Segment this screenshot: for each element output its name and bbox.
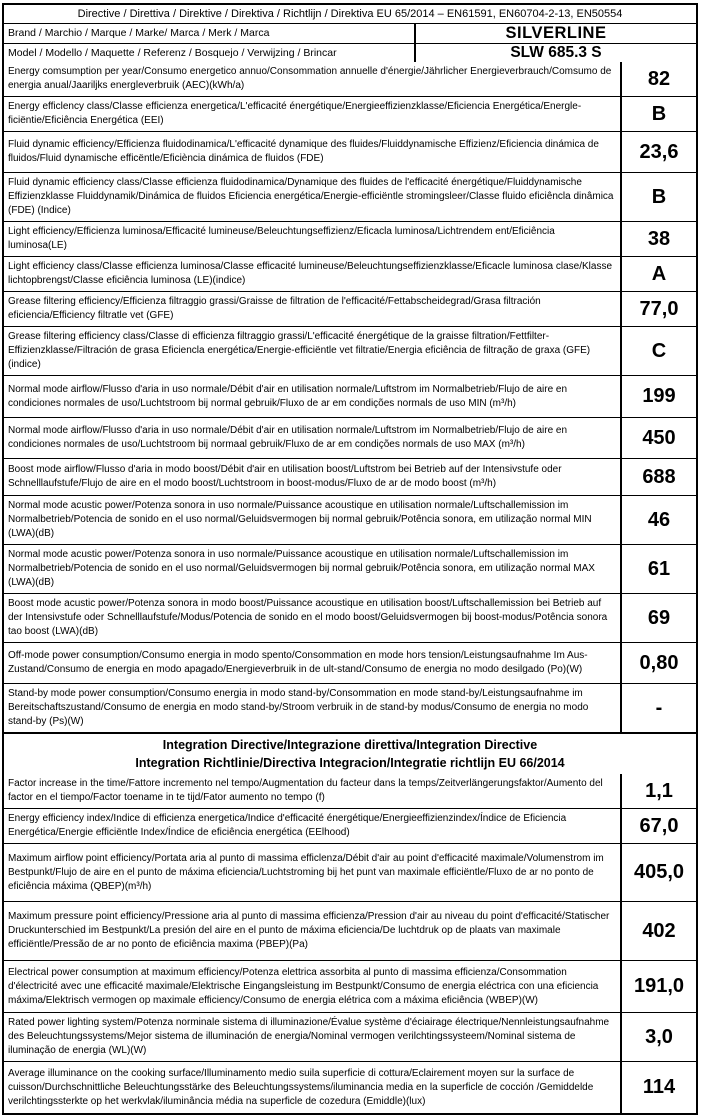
- spec-row-7: [4, 326, 696, 375]
- spec-row-10: [4, 458, 696, 495]
- directive-header: Directive / Direttiva / Direktive / Direktiva / Richtlijn / Direktiva EU 65/2014 – EN61591, EN60704-2-13, EN50554: [77, 8, 623, 20]
- integration-spec-value-5: 3,0: [620, 1013, 696, 1061]
- model-value: SLW 685.3 S: [414, 44, 696, 62]
- integration-spec-rows: [4, 774, 696, 1113]
- spec-label-12: Normal mode acustic power/Potenza sonora in uso normale/Puissance acoustique en utilisation normale/Luftschallemission im Normalbetrieb/Potencia de sonido en el uso normal/Geluidsvermogen bij normal gebruik/Potência sonora, em utilização normal MAX (LWA)(dB): [8, 549, 595, 588]
- spec-label-1: Energy efficlency class/Classe efficienza energetica/L'efficacité énergétique/Energieeffizienzklasse/Eficiencia Energética/Energle-ficiëntie/Eficiência Energética (EEI): [8, 101, 582, 126]
- spec-value-5: A: [620, 257, 696, 291]
- integration-directive-header: [4, 732, 696, 774]
- spec-label-13: Boost mode acustic power/Potenza sonora in modo boost/Puissance acoustique en utilisation boost/Luftschallemission bei Betrieb auf der Intensivstufe oder Schnelllaufstufe/Modus/Potencia de sonido en el modo boost/Geluidsvermogen bij boost-modus/Potência sonora tao boost (LWA)(dB): [8, 598, 608, 637]
- spec-label-11: Normal mode acustic power/Potenza sonora in uso normale/Puissance acoustique en utilisation normale/Luftschallemission im Normalbetrieb/Potencia de sonido en el uso normal/Geluidsvermogen bij normal gebruik/Potência sonora, em utilização normal MIN (LWA)(dB): [8, 500, 592, 539]
- spec-label-6: Grease filtering efficiency/Efficienza filtraggio grassi/Graisse de filtration de l'efficacité/Fettabscheidegrad/Grasa filtración eficiencia/Efficiency filtratle vet (GFE): [8, 296, 541, 321]
- integration-spec-row-4: [4, 960, 696, 1012]
- brand-label: Brand / Marchio / Marque / Marke/ Marca / Merk / Marca: [8, 27, 270, 39]
- product-fiche-table: [2, 3, 698, 1115]
- spec-value-3: B: [620, 173, 696, 221]
- spec-row-2: [4, 131, 696, 172]
- integration-spec-value-6: 114: [620, 1062, 696, 1113]
- brand-value: SILVERLINE: [414, 24, 696, 43]
- integration-spec-label-4: Electrical power consumption at maximum efficiency/Potenza elettrica assorbita al punto di massima efficienza/Consommation d'électricité avec une efficacité maximale/Elektrische Eingangsleistung im Bestpunkt/Consumo de energia eléctrica con una eficiencia máxima/Elektrisch vermogen op maximale efficiency/Consumo de energia elétrica com a máxima eficiência (WBEP)(W): [8, 966, 599, 1006]
- integration-spec-value-4: 191,0: [620, 961, 696, 1012]
- integration-title-line2: Integration Richtlinie/Directiva Integracion/Integratie richtlijn EU 66/2014: [135, 756, 565, 770]
- spec-row-15: [4, 683, 696, 732]
- spec-label-15: Stand-by mode power consumption/Consumo energia in modo stand-by/Consommation en mode stand-by/Leistungsaufnahme im Bereitschaftszustand/Consumo de energia en modo stand-by/Stroom verbruik in de stand-by modus/Consumo de energia no modo stand-by (Ps)(W): [8, 688, 589, 727]
- spec-label-8: Normal mode airflow/Flusso d'aria in uso normale/Débit d'air en utilisation normale/Luftstrom im Normalbetrieb/Flujo de aire en condiciones normales de uso/Luchtstroom bij normal gebruik/Fluxo de ar em condições normals de uso MIN (m³/h): [8, 383, 568, 409]
- integration-title-line1: Integration Directive/Integrazione direttiva/Integration Directive: [162, 738, 538, 752]
- integration-spec-value-1: 67,0: [620, 809, 696, 843]
- spec-row-12: [4, 544, 696, 593]
- integration-spec-label-2: Maximum airflow point efficiency/Portata aria al punto di massima efficlenza/Débit d'air au point d'efficacité maximale/Volumenstrom im Bestpunkt/Flujo de aire en el punto de máxima eficiencia/Luchtstroming bij het punt van maximale efficiëntle/Fluxo de ar no ponto de eficiência máxima (QBEP)(m³/h): [8, 852, 604, 892]
- spec-label-4: Light efficiency/Efficienza luminosa/Efficacité lumineuse/Beleuchtungseffizienz/Eficacla luminosa/Lichtrendem ent/Eficiência luminosa(LE): [8, 226, 555, 251]
- spec-label-10: Boost mode airflow/Flusso d'aria in modo boost/Débit d'air en utilisation boost/Luftstrom bei Betrieb auf der Intensivstufe oder Schnelllaufstufe/Flujo de aire en el modo boost/Luchtstroom in boost-modus/Fluxo de ar de modo boost (m³/h): [8, 464, 562, 489]
- integration-spec-row-5: [4, 1012, 696, 1061]
- spec-value-13: 69: [620, 594, 696, 642]
- integration-spec-row-6: [4, 1061, 696, 1113]
- spec-value-0: 82: [620, 62, 696, 96]
- spec-row-4: [4, 221, 696, 256]
- integration-spec-row-0: [4, 774, 696, 808]
- main-spec-rows: [4, 62, 696, 732]
- integration-spec-value-0: 1,1: [620, 774, 696, 808]
- spec-row-3: [4, 172, 696, 221]
- spec-value-7: C: [620, 327, 696, 375]
- spec-value-12: 61: [620, 545, 696, 593]
- spec-value-15: -: [620, 684, 696, 732]
- integration-spec-row-1: [4, 808, 696, 843]
- spec-value-8: 199: [620, 376, 696, 417]
- integration-spec-row-2: [4, 843, 696, 901]
- spec-label-5: Light efficiency class/Classe efficienza luminosa/Classe efficacité lumineuse/Beleuchtungseffizienzklasse/Eficacle luminosa clase/Klasse lichtopbrengst/Classe eficiência luminosa (LE)(indice): [8, 261, 613, 286]
- spec-row-8: [4, 375, 696, 417]
- spec-value-2: 23,6: [620, 132, 696, 172]
- model-label: Model / Modello / Maquette / Referenz / Bosquejo / Verwijzing / Brincar: [8, 46, 337, 59]
- spec-row-14: [4, 642, 696, 683]
- integration-spec-label-3: Maximum pressure point efficiency/Pressione aria al punto di massima efficienza/Pression d'air au niveau du point d'efficacité/Statischer Druckunterschied im Bestpunkt/La presión del aire en el punto de máxima eficiencia/De luchtdruk op de plaats van maximale efficiëntle/Pressão de ar no ponto de eficiência maxima (PBEP)(Pa): [8, 911, 610, 950]
- integration-spec-value-3: 402: [620, 902, 696, 960]
- spec-label-0: Energy comsumption per year/Consumo energetico annuo/Consommation annuelle d'énergie/Jährlicher Energieverbrauch/Comsumo de energia anual/Jaariljks energleverbruik (AEC)(kWh/a): [8, 66, 612, 91]
- integration-spec-label-5: Rated power lighting system/Potenza norminale sistema di illuminazione/Évalue système d'éciairage électrique/Nennleistungsaufnahme des Beleuchtungssystems/Mejor sistema de illuminación de energia/Nominal vermogen verilchtingssysteem/Nominal sistema de iluminação de energia (WL)(W): [8, 1017, 610, 1056]
- spec-label-3: Fluid dynamic efficiency class/Classe efficienza fluidodinamica/Dynamique des fluides de l'efficacité énergétique/Fluiddynamische Effizienzklasse Fluiddynamik/Dinámica de fluidos Eficiencia energética/Energie-efficiëntle stromingsleer/Classe fluido eficiêncla dinâmica (FDE) (Indice): [8, 177, 614, 216]
- spec-row-0: [4, 62, 696, 96]
- integration-spec-value-2: 405,0: [620, 844, 696, 901]
- directive-header-row: [4, 5, 696, 23]
- brand-row: [4, 23, 696, 43]
- integration-spec-label-1: Energy efficiency index/Indice di efficienza energetica/Indice d'efficacité énergétique/Energieeffizienzindex/Índice de Eficiencia Energética/Energie efficiëntle Index/Índice de eficiência energética (EElhood): [8, 813, 567, 838]
- spec-value-10: 688: [620, 459, 696, 495]
- spec-value-14: 0,80: [620, 643, 696, 683]
- spec-label-9: Normal mode airflow/Flusso d'aria in uso normale/Débit d'air en utilisation normale/Luftstrom im Normalbetrieb/Flujo de aire en condiciones normales de uso/Luchtstroom bij normaal gebruik/Fluxo de ar em condições normals de uso MAX (m³/h): [8, 425, 568, 450]
- spec-row-11: [4, 495, 696, 544]
- integration-spec-label-6: Average illuminance on the cooking surface/Illuminamento medio suila superficie di cottura/Eclairement moyen sur la surface de cuisson/Durchschnittliche Beleuchtungsstärke des Beleuchtungssystems/iluminancia media en la superficle de cocción /Gemiddelde verilchtingssterkte op het werkvlak/iluminância média na superficle de cozedura (Emiddle)(lux): [8, 1067, 594, 1107]
- spec-value-1: B: [620, 97, 696, 131]
- spec-row-1: [4, 96, 696, 131]
- spec-value-11: 46: [620, 496, 696, 544]
- spec-value-9: 450: [620, 418, 696, 458]
- model-row: [4, 43, 696, 62]
- spec-row-9: [4, 417, 696, 458]
- integration-spec-row-3: [4, 901, 696, 960]
- spec-row-6: [4, 291, 696, 326]
- spec-label-14: Off-mode power consumption/Consumo energia in modo spento/Consommation en mode hors tension/Leistungsaufnahme Im Aus-Zustand/Consumo de energia en modo apagado/Energieverbruik in de ult-stand/Consumo de energia no modo desilgado (Po)(W): [8, 650, 588, 675]
- spec-value-6: 77,0: [620, 292, 696, 326]
- spec-row-13: [4, 593, 696, 642]
- integration-spec-label-0: Factor increase in the time/Fattore incremento nel tempo/Augmentation du facteur dans la temps/Zeitverlängerungsfaktor/Aumento del factor en el tiempo/Factor toename in te tijd/Fator aumento no tempo (f): [8, 778, 603, 803]
- spec-row-5: [4, 256, 696, 291]
- spec-label-2: Fluid dynamic efficiency/Efficienza fluidodinamica/L'efficacité dynamique des fluides/Fluiddynamische Effizienz/Eficiencia dinámica de fluidos/Fluid dynamische efficëntle/Eficiència dinámica de fluidos (FDE): [8, 139, 599, 164]
- spec-label-7: Grease filtering efficiency class/Classe di efficienza filtraggio grassi/L'efficacité énergétique de la graisse filtration/Fettfilter-Effizienzklasse/Filtración de grasa Eficiencla energética/Energie-efficiëntle vet filtratie/Energia eficiência de filtração de graxa (GFE)(indice): [8, 331, 591, 370]
- spec-value-4: 38: [620, 222, 696, 256]
